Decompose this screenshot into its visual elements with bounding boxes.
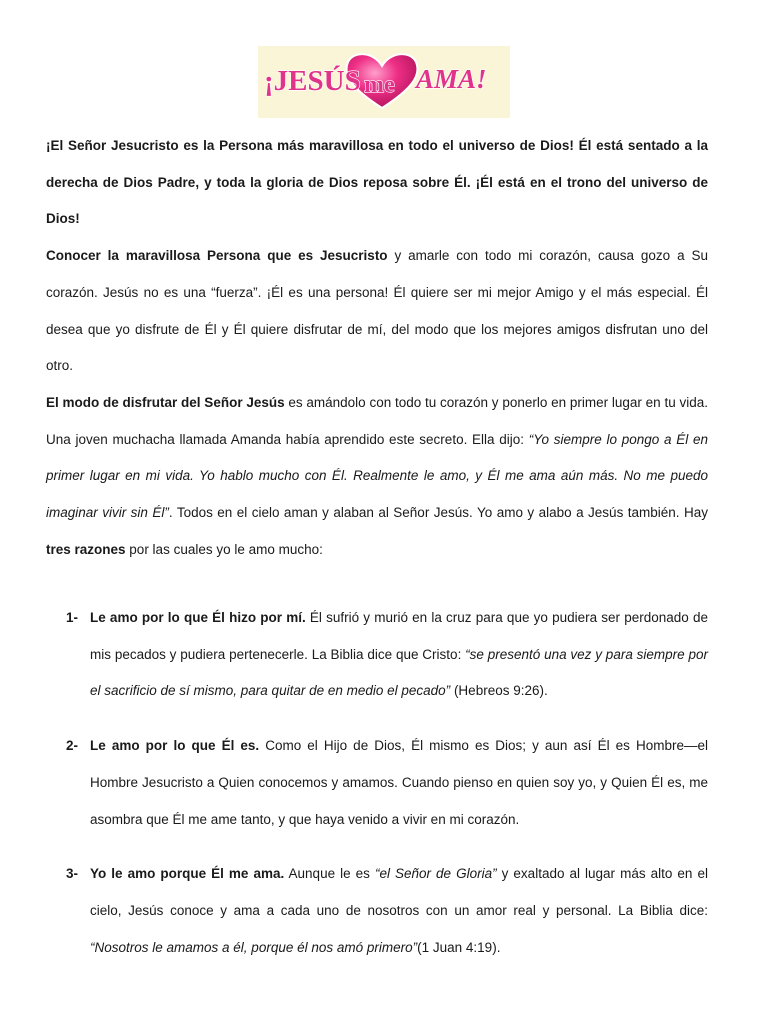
reason-quote: “el Señor de Gloria” [374,866,497,882]
list-item-number: 2- [66,738,79,754]
reason-text3: (1 Juan 4:19). [417,939,501,955]
list-item-text [90,728,708,838]
paragraph3-text1: es amándolo con todo tu corazón y ponerlo en primer lugar en tu vida. Una joven muchacha llamada Amanda había aprendido este secreto. Ella dijo: [46,394,708,447]
logo-text-right: AMA! [416,64,487,94]
logo-text-mid: me [364,72,395,98]
paragraph-enjoy-jesus [46,385,708,569]
logo-text-left: ¡JESÚS [264,65,361,97]
reason-text2: (Hebreos 9:26). [450,683,548,699]
reason-title: Le amo por lo que Él es. [90,738,260,754]
list-item [46,856,708,966]
list-item [46,600,708,710]
body-text [46,128,708,568]
paragraph3-bold: El modo de disfrutar del Señor Jesús [46,394,285,410]
logo-graphic [258,46,510,118]
paragraph2-bold: Conocer la maravillosa Persona que es Jesucristo [46,248,388,264]
paragraph2-text: y amarle con todo mi corazón, causa gozo a Su corazón. Jesús no es una “fuerza”. ¡Él es una persona! Él quiere ser mi mejor Amigo y el más especial. Él desea que yo disfrute de Él y Él quiere disfrutar de mí, del modo que los mejores amigos disfrutan uno del otro. [46,248,708,374]
reasons-list [46,600,708,984]
intro-bold-text: ¡El Señor Jesucristo es la Persona más maravillosa en todo el universo de Dios! Él está sentado a la derecha de Dios Padre, y toda la gloria de Dios reposa sobre Él. ¡Él está en el trono del universo de Dios! [46,138,708,227]
amanda-quote: “Yo siempre lo pongo a Él en primer lugar en mi vida. Yo hablo mucho con Él. Realmente le amo, y Él me ama aún más. No me puedo imaginar vivir sin Él” [46,431,709,521]
list-item-text [90,856,708,966]
three-reasons-bold: tres razones [46,541,126,557]
jesus-me-ama-logo [258,46,510,118]
reason-text1: Aunque le es [284,866,375,882]
paragraph-know-jesus [46,238,708,385]
reason-quote: “se presentó una vez y para siempre por el sacrificio de sí mismo, para quitar de en medio el pecado” [90,646,708,699]
reason-text1: Como el Hijo de Dios, Él mismo es Dios; y aun así Él es Hombre—el Hombre Jesucristo a Quien conocemos y amamos. Cuando pienso en quien soy yo, y Quien Él es, me asombra que Él me ame tanto, y que haya venido a vivir en mi corazón. [90,738,708,827]
reason-text1: Él sufrió y murió en la cruz para que yo pudiera ser perdonado de mis pecados y pudiera pertenecerle. La Biblia dice que Cristo: [90,610,708,662]
reason-title: Le amo por lo que Él hizo por mí. [90,610,306,625]
intro-paragraph [46,128,708,238]
list-item-number: 1- [66,610,79,625]
list-item-number: 3- [66,866,79,882]
paragraph3-text3: por las cuales yo le amo mucho: [125,541,323,557]
reason-text2: y exaltado al lugar más alto en el cielo, Jesús conoce y ama a cada uno de nosotros con un amor real y personal. La Biblia dice: [90,866,708,918]
list-item [46,728,708,838]
reason-quote-2: “Nosotros le amamos a él, porque él nos amó primero” [90,939,418,955]
paragraph3-text2: . Todos en el cielo aman y alaban al Señor Jesús. Yo amo y alabo a Jesús también. Hay [168,505,708,521]
list-item-text [90,600,708,710]
reason-title: Yo le amo porque Él me ama. [90,866,285,882]
